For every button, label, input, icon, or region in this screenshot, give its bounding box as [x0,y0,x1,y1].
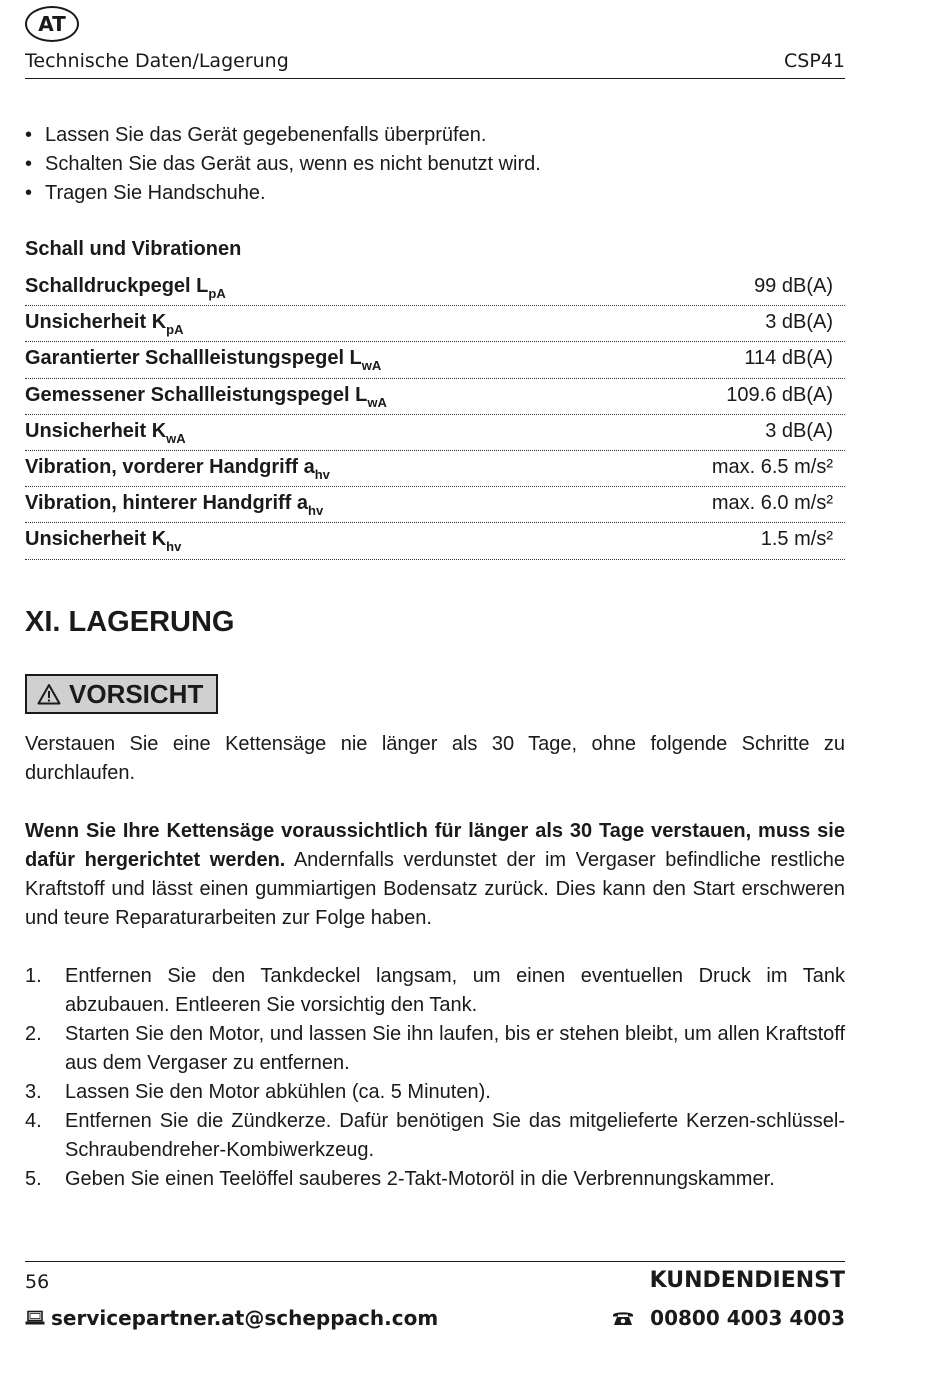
step-text: Entfernen Sie die Zündkerze. Dafür benötigen Sie das mitgelieferte Kerzen-schlüssel-Schraubendreher-Kombiwerkzeug. [65,1110,845,1161]
spec-heading: Schall und Vibrationen [25,238,242,260]
step-text: Lassen Sie den Motor abkühlen (ca. 5 Minuten). [65,1081,491,1103]
footer-phone [612,1306,845,1330]
step-number: 2. [25,1023,42,1045]
spec-row [25,379,845,415]
spec-row [25,306,845,342]
spec-value: 1.5 m/s² [760,528,833,551]
warning-triangle-icon [37,683,61,705]
spec-row [25,451,845,487]
bullet-item: • Tragen Sie Handschuhe. [25,179,541,208]
service-phone[interactable]: 00800 4003 4003 [650,1306,845,1330]
caution-label: VORSICHT [69,678,204,709]
spec-table [25,270,845,560]
spec-row [25,487,845,523]
step-text: Entfernen Sie den Tankdeckel langsam, um einen eventuellen Druck im Tank abzubauen. Entleeren Sie vorsichtig den Tank. [65,965,845,1016]
spec-label: Gemessener Schallleistungspegel $L_{wA}$ [25,383,387,410]
bullet-item: • Lassen Sie das Gerät gegebenenfalls überprüfen. [25,121,541,150]
spec-value: max. 6.0 m/s² [711,492,833,515]
step-item [25,962,845,1020]
step-item [25,1020,845,1078]
spec-label: Unsicherheit $K_{hv}$ [25,528,182,555]
safety-bullet-list [25,121,541,208]
footer-divider [25,1261,845,1262]
header-title: Technische Daten/Lagerung [25,50,289,72]
storage-intro-paragraph: Verstauen Sie eine Kettensäge nie länger als 30 Tage, ohne folgende Schritte zu durchlaufen. [25,733,845,784]
service-label: KUNDENDIENST [649,1268,845,1293]
country-badge [25,6,79,42]
section-title: XI. LAGERUNG [25,606,235,638]
spec-label: Schalldruckpegel $L_{pA}$ [25,275,226,301]
caution-box [25,674,218,714]
step-text: Starten Sie den Motor, und lassen Sie ihn laufen, bis er stehen bleibt, um allen Kraftstoff aus dem Vergaser zu entfernen. [65,1023,845,1074]
step-text: Geben Sie einen Teelöffel sauberes 2-Takt-Motoröl in die Verbrennungskammer. [65,1168,775,1190]
spec-value: 114 dB(A) [744,347,833,370]
country-code: AT [38,12,66,36]
spec-value: max. 6.5 m/s² [711,455,833,478]
step-number: 3. [25,1081,42,1103]
spec-label: Unsicherheit $K_{pA}$ [25,311,184,338]
document-page [25,0,845,1374]
spec-row [25,415,845,451]
spec-value: 99 dB(A) [754,275,833,297]
spec-label: Unsicherheit $K_{wA}$ [25,419,186,446]
spec-row [25,523,845,559]
step-number: 1. [25,965,42,987]
storage-warning-text: Andernfalls verdunstet der im Vergaser befindliche restliche Kraftstoff und lässt einen gummiartigen Bodensatz zurück. Dies kann den Start erschweren und teure Reparaturarbeiten zur Folge haben. [25,849,845,929]
page-number: 56 [25,1271,50,1293]
step-item [25,1107,845,1165]
spec-label: Garantierter Schallleistungspegel $L_{wA}$ [25,347,382,374]
storage-steps-list [25,962,845,1194]
spec-row [25,270,845,306]
service-email[interactable]: servicepartner.at@scheppach.com [51,1306,439,1330]
bullet-item: • Schalten Sie das Gerät aus, wenn es nicht benutzt wird. [25,150,541,179]
telephone-icon [612,1310,634,1326]
storage-warning-paragraph [25,817,845,933]
step-item [25,1078,845,1107]
spec-value: 109.6 dB(A) [726,383,833,406]
laptop-icon [25,1310,45,1326]
spec-row [25,342,845,378]
spec-value: 3 dB(A) [765,419,833,442]
footer-email [25,1306,438,1330]
spec-value: 3 dB(A) [765,311,833,334]
storage-warning-bold: Wenn Sie Ihre Kettensäge voraussichtlich für länger als 30 Tage verstauen, muss sie dafür hergerichtet werden. [25,820,845,871]
header-divider [25,78,845,79]
step-number: 5. [25,1168,42,1190]
step-number: 4. [25,1110,42,1132]
header-model: CSP41 [784,50,845,72]
step-item [25,1165,845,1194]
spec-label: Vibration, vorderer Handgriff $a_{hv}$ [25,455,330,482]
spec-label: Vibration, hinterer Handgriff $a_{hv}$ [25,492,324,519]
